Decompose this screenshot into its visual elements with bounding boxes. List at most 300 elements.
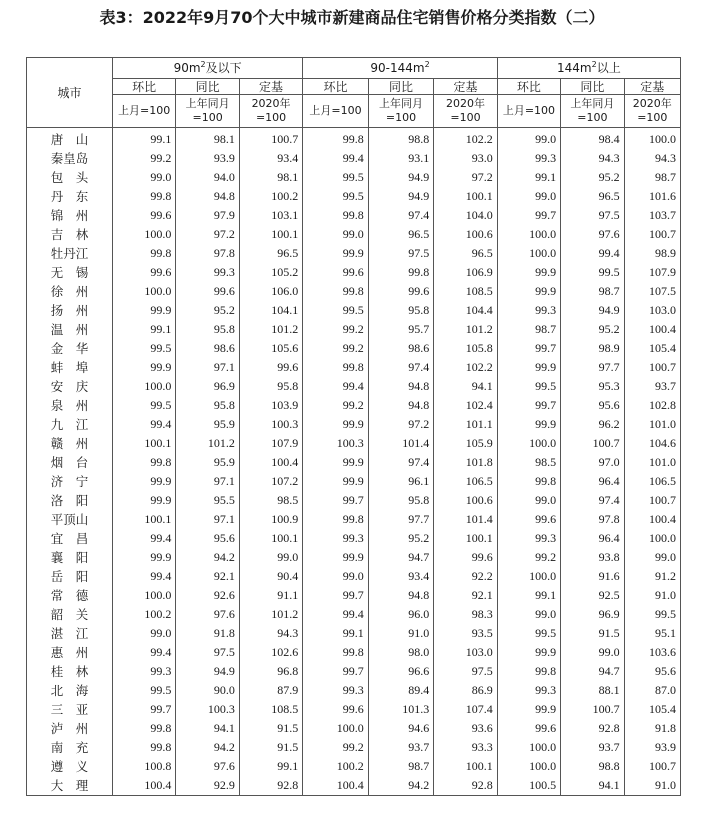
- index-value-cell: 99.1: [303, 624, 368, 643]
- index-value-cell: 94.3: [239, 624, 302, 643]
- index-value-cell: 88.1: [561, 681, 624, 700]
- index-value-cell: 99.4: [112, 643, 175, 662]
- index-value-cell: 98.1: [176, 128, 239, 150]
- index-value-cell: 100.2: [239, 187, 302, 206]
- index-value-cell: 102.6: [239, 643, 302, 662]
- index-value-cell: 99.9: [497, 358, 560, 377]
- index-value-cell: 99.8: [112, 453, 175, 472]
- index-value-cell: 95.8: [239, 377, 302, 396]
- index-value-cell: 94.2: [176, 738, 239, 757]
- index-value-cell: 106.5: [434, 472, 497, 491]
- index-value-cell: 100.7: [624, 491, 680, 510]
- index-value-cell: 97.0: [561, 453, 624, 472]
- index-value-cell: 99.0: [112, 624, 175, 643]
- table-row: [27, 377, 681, 396]
- index-value-cell: 96.5: [434, 244, 497, 263]
- city-name: 无 锡: [27, 263, 113, 282]
- index-value-cell: 103.6: [624, 643, 680, 662]
- index-value-cell: 94.7: [368, 548, 433, 567]
- index-value-cell: 101.2: [434, 320, 497, 339]
- index-value-cell: 99.7: [303, 586, 368, 605]
- index-value-cell: 105.8: [434, 339, 497, 358]
- index-value-cell: 97.6: [176, 605, 239, 624]
- index-value-cell: 99.5: [303, 168, 368, 187]
- index-value-cell: 91.5: [561, 624, 624, 643]
- index-value-cell: 98.8: [561, 757, 624, 776]
- index-value-cell: 98.5: [239, 491, 302, 510]
- index-value-cell: 99.7: [497, 206, 560, 225]
- index-value-cell: 99.8: [112, 719, 175, 738]
- index-value-cell: 94.9: [176, 662, 239, 681]
- index-value-cell: 97.7: [368, 510, 433, 529]
- index-value-cell: 97.8: [176, 244, 239, 263]
- table-row: [27, 128, 681, 150]
- index-value-cell: 99.7: [497, 396, 560, 415]
- table-row: [27, 225, 681, 244]
- index-value-cell: 94.1: [561, 776, 624, 796]
- index-value-cell: 91.0: [368, 624, 433, 643]
- index-value-cell: 105.2: [239, 263, 302, 282]
- base-label-yoy: 上年同月=100: [561, 95, 624, 128]
- index-value-cell: 96.8: [239, 662, 302, 681]
- table-row: [27, 149, 681, 168]
- index-value-cell: 95.8: [176, 320, 239, 339]
- index-value-cell: 99.2: [112, 149, 175, 168]
- index-value-cell: 86.9: [434, 681, 497, 700]
- index-value-cell: 99.0: [497, 491, 560, 510]
- price-index-table: [26, 57, 681, 796]
- index-value-cell: 96.6: [368, 662, 433, 681]
- index-value-cell: 99.5: [112, 339, 175, 358]
- index-value-cell: 99.6: [434, 548, 497, 567]
- sub-header-mom: 环比: [497, 79, 560, 95]
- table-row: [27, 339, 681, 358]
- city-name: 惠 州: [27, 643, 113, 662]
- index-value-cell: 99.8: [497, 662, 560, 681]
- city-name: 济 宁: [27, 472, 113, 491]
- city-name: 平顶山: [27, 510, 113, 529]
- city-name: 扬 州: [27, 301, 113, 320]
- table-row: [27, 396, 681, 415]
- index-value-cell: 94.9: [561, 301, 624, 320]
- index-value-cell: 100.0: [112, 282, 175, 301]
- index-value-cell: 95.9: [176, 453, 239, 472]
- table-row: [27, 491, 681, 510]
- index-value-cell: 95.9: [176, 415, 239, 434]
- index-value-cell: 99.9: [303, 453, 368, 472]
- index-value-cell: 100.0: [497, 757, 560, 776]
- city-name: 烟 台: [27, 453, 113, 472]
- index-value-cell: 99.4: [303, 377, 368, 396]
- index-value-cell: 99.3: [497, 149, 560, 168]
- index-value-cell: 99.8: [112, 244, 175, 263]
- index-value-cell: 100.0: [497, 244, 560, 263]
- city-name: 锦 州: [27, 206, 113, 225]
- index-value-cell: 99.8: [112, 187, 175, 206]
- index-value-cell: 97.4: [368, 358, 433, 377]
- index-value-cell: 99.3: [497, 529, 560, 548]
- table-row: [27, 301, 681, 320]
- group-header-medium: $90-144m^2$: [303, 58, 497, 79]
- index-value-cell: 100.0: [497, 225, 560, 244]
- index-value-cell: 100.3: [303, 434, 368, 453]
- city-name: 北 海: [27, 681, 113, 700]
- index-value-cell: 100.2: [112, 605, 175, 624]
- index-value-cell: 96.9: [176, 377, 239, 396]
- sub-header-fixed: 定基: [239, 79, 302, 95]
- index-value-cell: 94.3: [561, 149, 624, 168]
- index-value-cell: 99.2: [303, 339, 368, 358]
- index-value-cell: 95.1: [624, 624, 680, 643]
- table-row: [27, 643, 681, 662]
- index-value-cell: 100.0: [624, 529, 680, 548]
- city-name: 岳 阳: [27, 567, 113, 586]
- city-name: 三 亚: [27, 700, 113, 719]
- table-row: [27, 681, 681, 700]
- index-value-cell: 100.1: [112, 510, 175, 529]
- city-name: 温 州: [27, 320, 113, 339]
- index-value-cell: 91.5: [239, 719, 302, 738]
- index-value-cell: 99.8: [303, 128, 368, 150]
- index-value-cell: 94.3: [624, 149, 680, 168]
- index-value-cell: 95.2: [368, 529, 433, 548]
- table-row: [27, 757, 681, 776]
- index-value-cell: 99.7: [303, 491, 368, 510]
- index-value-cell: 96.9: [561, 605, 624, 624]
- index-value-cell: 101.3: [368, 700, 433, 719]
- index-value-cell: 97.7: [561, 358, 624, 377]
- index-value-cell: 98.1: [239, 168, 302, 187]
- index-value-cell: 99.9: [497, 415, 560, 434]
- index-value-cell: 95.3: [561, 377, 624, 396]
- index-value-cell: 99.6: [368, 282, 433, 301]
- city-name: 襄 阳: [27, 548, 113, 567]
- index-value-cell: 99.8: [303, 282, 368, 301]
- index-value-cell: 95.8: [368, 491, 433, 510]
- index-value-cell: 99.1: [497, 168, 560, 187]
- index-value-cell: 91.8: [176, 624, 239, 643]
- city-name: 常 德: [27, 586, 113, 605]
- index-value-cell: 99.0: [497, 128, 560, 150]
- index-value-cell: 100.4: [624, 320, 680, 339]
- index-value-cell: 93.7: [368, 738, 433, 757]
- sub-header-yoy: 同比: [368, 79, 433, 95]
- index-value-cell: 97.8: [561, 510, 624, 529]
- index-value-cell: 99.5: [497, 377, 560, 396]
- index-value-cell: 100.4: [624, 510, 680, 529]
- index-value-cell: 96.5: [368, 225, 433, 244]
- index-value-cell: 99.9: [497, 263, 560, 282]
- table-row: [27, 206, 681, 225]
- index-value-cell: 99.4: [303, 149, 368, 168]
- index-value-cell: 99.0: [303, 567, 368, 586]
- index-value-cell: 95.2: [176, 301, 239, 320]
- city-name: 洛 阳: [27, 491, 113, 510]
- index-value-cell: 108.5: [434, 282, 497, 301]
- index-value-cell: 99.9: [303, 548, 368, 567]
- index-value-cell: 98.9: [561, 339, 624, 358]
- index-value-cell: 99.5: [497, 624, 560, 643]
- index-value-cell: 100.6: [434, 491, 497, 510]
- index-value-cell: 100.8: [112, 757, 175, 776]
- index-value-cell: 99.8: [303, 206, 368, 225]
- index-value-cell: 94.2: [368, 776, 433, 796]
- index-value-cell: 100.7: [624, 757, 680, 776]
- table-row: [27, 586, 681, 605]
- index-value-cell: 99.3: [303, 681, 368, 700]
- sub-header-mom: 环比: [112, 79, 175, 95]
- index-value-cell: 99.9: [497, 643, 560, 662]
- index-value-cell: 99.9: [303, 244, 368, 263]
- index-value-cell: 100.0: [624, 128, 680, 150]
- index-value-cell: 97.5: [368, 244, 433, 263]
- index-value-cell: 101.4: [434, 510, 497, 529]
- index-value-cell: 96.1: [368, 472, 433, 491]
- index-value-cell: 97.9: [176, 206, 239, 225]
- index-value-cell: 99.5: [624, 605, 680, 624]
- city-name: 韶 关: [27, 605, 113, 624]
- index-value-cell: 98.8: [368, 128, 433, 150]
- index-value-cell: 101.2: [239, 605, 302, 624]
- table-body: [27, 128, 681, 796]
- index-value-cell: 103.9: [239, 396, 302, 415]
- city-column-header: 城市: [27, 58, 113, 128]
- index-value-cell: 105.4: [624, 700, 680, 719]
- group-header-small: $90m^2$及以下: [112, 58, 302, 79]
- table-row: [27, 358, 681, 377]
- table-row: [27, 510, 681, 529]
- index-value-cell: 96.5: [561, 187, 624, 206]
- index-value-cell: 97.2: [176, 225, 239, 244]
- table-row: [27, 529, 681, 548]
- index-value-cell: 107.2: [239, 472, 302, 491]
- index-value-cell: 102.8: [624, 396, 680, 415]
- index-value-cell: 99.4: [561, 244, 624, 263]
- index-value-cell: 97.5: [434, 662, 497, 681]
- index-value-cell: 105.9: [434, 434, 497, 453]
- index-value-cell: 94.8: [368, 396, 433, 415]
- index-value-cell: 99.7: [112, 700, 175, 719]
- table-row: [27, 187, 681, 206]
- city-name: 大 理: [27, 776, 113, 796]
- index-value-cell: 105.4: [624, 339, 680, 358]
- table-row: [27, 662, 681, 681]
- index-value-cell: 104.4: [434, 301, 497, 320]
- table-row: [27, 415, 681, 434]
- index-value-cell: 108.5: [239, 700, 302, 719]
- city-name: 桂 林: [27, 662, 113, 681]
- index-value-cell: 107.9: [624, 263, 680, 282]
- table-row: [27, 567, 681, 586]
- index-value-cell: 93.6: [434, 719, 497, 738]
- index-value-cell: 99.6: [112, 263, 175, 282]
- index-value-cell: 100.1: [239, 529, 302, 548]
- index-value-cell: 94.8: [368, 586, 433, 605]
- index-value-cell: 99.6: [112, 206, 175, 225]
- index-value-cell: 99.6: [176, 282, 239, 301]
- index-value-cell: 103.0: [624, 301, 680, 320]
- table-row: [27, 548, 681, 567]
- index-value-cell: 98.7: [368, 757, 433, 776]
- index-value-cell: 91.8: [624, 719, 680, 738]
- index-value-cell: 101.1: [434, 415, 497, 434]
- index-value-cell: 99.9: [497, 282, 560, 301]
- index-value-cell: 97.2: [368, 415, 433, 434]
- index-value-cell: 96.0: [368, 605, 433, 624]
- index-value-cell: 92.6: [176, 586, 239, 605]
- index-value-cell: 103.0: [434, 643, 497, 662]
- index-value-cell: 99.5: [303, 187, 368, 206]
- index-value-cell: 99.4: [112, 529, 175, 548]
- index-value-cell: 99.9: [303, 472, 368, 491]
- index-value-cell: 98.7: [561, 282, 624, 301]
- index-value-cell: 100.0: [112, 225, 175, 244]
- index-value-cell: 99.2: [497, 548, 560, 567]
- index-value-cell: 92.1: [434, 586, 497, 605]
- city-name: 泉 州: [27, 396, 113, 415]
- index-value-cell: 100.4: [112, 776, 175, 796]
- index-value-cell: 99.3: [176, 263, 239, 282]
- table-row: [27, 263, 681, 282]
- index-value-cell: 97.6: [561, 225, 624, 244]
- index-value-cell: 93.4: [239, 149, 302, 168]
- city-name: 吉 林: [27, 225, 113, 244]
- index-value-cell: 99.0: [112, 168, 175, 187]
- index-value-cell: 99.8: [303, 358, 368, 377]
- index-value-cell: 91.6: [561, 567, 624, 586]
- index-value-cell: 100.7: [561, 700, 624, 719]
- index-value-cell: 99.8: [303, 643, 368, 662]
- index-value-cell: 98.5: [497, 453, 560, 472]
- index-value-cell: 93.3: [434, 738, 497, 757]
- index-value-cell: 93.9: [176, 149, 239, 168]
- city-name: 遵 义: [27, 757, 113, 776]
- base-label-fixed: 2020年=100: [624, 95, 680, 128]
- index-value-cell: 94.8: [368, 377, 433, 396]
- index-value-cell: 99.2: [303, 738, 368, 757]
- base-label-fixed: 2020年=100: [239, 95, 302, 128]
- table-title: 表3：2022年9月70个大中城市新建商品住宅销售价格分类指数（二）: [99, 8, 605, 27]
- index-value-cell: 100.7: [561, 434, 624, 453]
- index-value-cell: 101.2: [239, 320, 302, 339]
- index-value-cell: 101.6: [624, 187, 680, 206]
- index-value-cell: 106.9: [434, 263, 497, 282]
- index-value-cell: 100.1: [239, 225, 302, 244]
- index-value-cell: 99.7: [303, 662, 368, 681]
- table-row: [27, 320, 681, 339]
- city-name: 徐 州: [27, 282, 113, 301]
- index-value-cell: 102.4: [434, 396, 497, 415]
- table-row: [27, 719, 681, 738]
- city-name: 赣 州: [27, 434, 113, 453]
- city-name: 唐 山: [27, 128, 113, 150]
- index-value-cell: 102.2: [434, 358, 497, 377]
- index-value-cell: 97.6: [176, 757, 239, 776]
- index-value-cell: 92.5: [561, 586, 624, 605]
- index-value-cell: 95.5: [176, 491, 239, 510]
- index-value-cell: 93.7: [624, 377, 680, 396]
- city-name: 南 充: [27, 738, 113, 757]
- sub-header-fixed: 定基: [624, 79, 680, 95]
- sub-header-mom: 环比: [303, 79, 368, 95]
- index-value-cell: 99.9: [112, 472, 175, 491]
- index-value-cell: 98.4: [561, 128, 624, 150]
- index-value-cell: 94.7: [561, 662, 624, 681]
- index-value-cell: 107.5: [624, 282, 680, 301]
- index-value-cell: 99.9: [112, 301, 175, 320]
- index-value-cell: 99.1: [497, 586, 560, 605]
- table-row: [27, 282, 681, 301]
- city-name: 蚌 埠: [27, 358, 113, 377]
- index-value-cell: 100.1: [112, 434, 175, 453]
- table-row: [27, 472, 681, 491]
- index-value-cell: 101.2: [176, 434, 239, 453]
- index-value-cell: 100.0: [303, 719, 368, 738]
- index-value-cell: 96.4: [561, 529, 624, 548]
- index-value-cell: 100.9: [239, 510, 302, 529]
- index-value-cell: 100.6: [434, 225, 497, 244]
- index-value-cell: 87.0: [624, 681, 680, 700]
- index-value-cell: 94.9: [368, 187, 433, 206]
- index-value-cell: 106.0: [239, 282, 302, 301]
- index-value-cell: 99.1: [112, 128, 175, 150]
- index-value-cell: 99.0: [497, 187, 560, 206]
- index-value-cell: 90.4: [239, 567, 302, 586]
- index-value-cell: 99.4: [112, 567, 175, 586]
- index-value-cell: 92.2: [434, 567, 497, 586]
- index-value-cell: 100.1: [434, 529, 497, 548]
- table-row: [27, 244, 681, 263]
- index-value-cell: 99.0: [624, 548, 680, 567]
- index-value-cell: 100.3: [176, 700, 239, 719]
- city-name: 金 华: [27, 339, 113, 358]
- index-value-cell: 94.6: [368, 719, 433, 738]
- index-value-cell: 97.5: [561, 206, 624, 225]
- index-value-cell: 89.4: [368, 681, 433, 700]
- index-value-cell: 99.6: [303, 263, 368, 282]
- index-value-cell: 94.1: [434, 377, 497, 396]
- index-value-cell: 97.1: [176, 472, 239, 491]
- index-value-cell: 98.7: [497, 320, 560, 339]
- index-value-cell: 99.3: [497, 681, 560, 700]
- table-row: [27, 453, 681, 472]
- index-value-cell: 107.4: [434, 700, 497, 719]
- city-name: 秦皇岛: [27, 149, 113, 168]
- index-value-cell: 95.6: [561, 396, 624, 415]
- index-value-cell: 93.7: [561, 738, 624, 757]
- index-value-cell: 99.1: [239, 757, 302, 776]
- city-name: 安 庆: [27, 377, 113, 396]
- index-value-cell: 91.0: [624, 586, 680, 605]
- index-value-cell: 100.3: [239, 415, 302, 434]
- city-name: 牡丹江: [27, 244, 113, 263]
- base-label-mom: 上月=100: [112, 95, 175, 128]
- index-value-cell: 99.9: [112, 548, 175, 567]
- index-value-cell: 93.8: [561, 548, 624, 567]
- index-value-cell: 107.9: [239, 434, 302, 453]
- index-value-cell: 98.6: [176, 339, 239, 358]
- sub-header-yoy: 同比: [176, 79, 239, 95]
- index-value-cell: 99.0: [497, 605, 560, 624]
- index-value-cell: 92.8: [434, 776, 497, 796]
- sub-header-fixed: 定基: [434, 79, 497, 95]
- index-value-cell: 93.1: [368, 149, 433, 168]
- index-value-cell: 99.4: [303, 605, 368, 624]
- index-value-cell: 101.8: [434, 453, 497, 472]
- index-value-cell: 95.8: [368, 301, 433, 320]
- index-value-cell: 94.2: [176, 548, 239, 567]
- index-value-cell: 98.9: [624, 244, 680, 263]
